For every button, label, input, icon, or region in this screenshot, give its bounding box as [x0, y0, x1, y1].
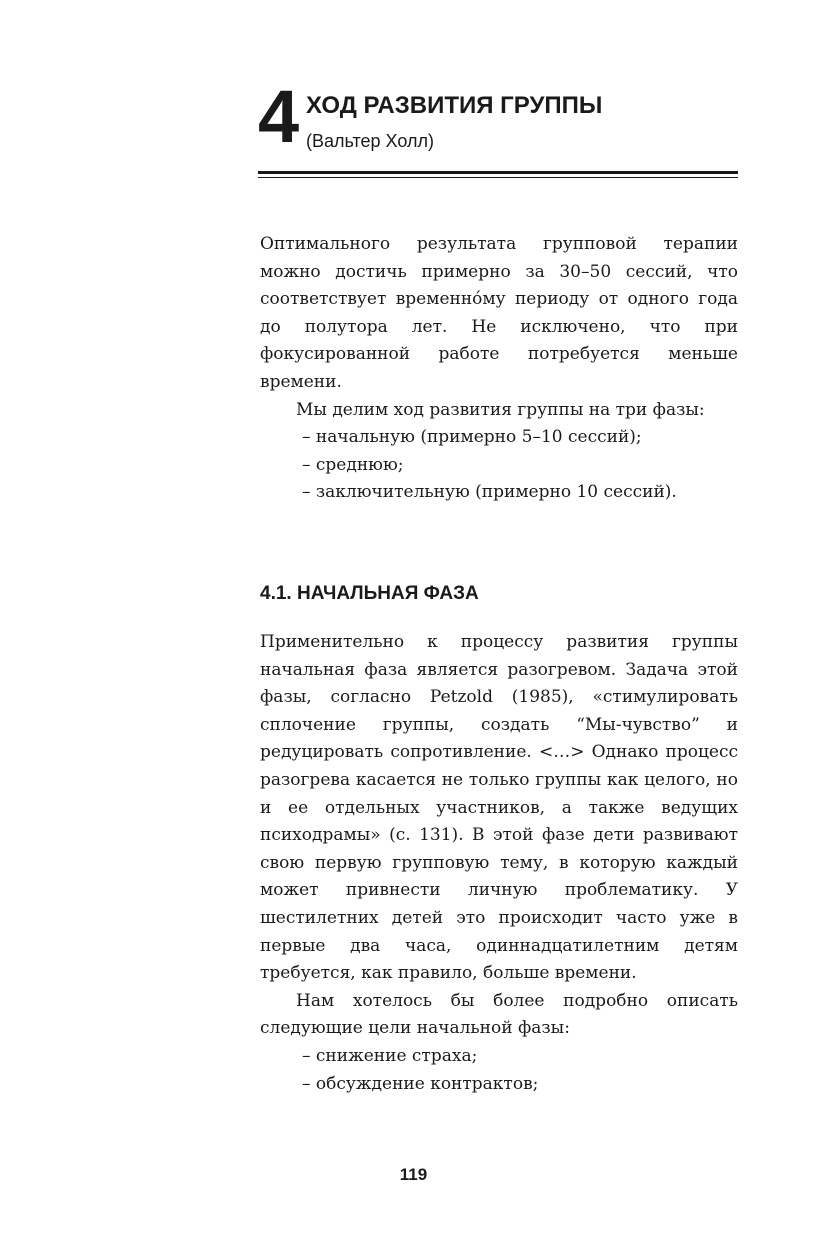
- section-text: [260, 629, 738, 1098]
- chapter-title: ХОД РАЗВИТИЯ ГРУППЫ: [306, 92, 603, 119]
- heading-rule-thin: [258, 177, 738, 178]
- goal-list-item: – обсуждение контрактов;: [302, 1073, 539, 1094]
- heading-rule-thick: [258, 171, 738, 174]
- chapter-number: 4: [258, 75, 298, 158]
- phase-list-item: – заключительную (примерно 10 сессий).: [302, 482, 677, 503]
- section-paragraph-1: Применительно к процессу развития группы начальная фаза является разогревом. Задача этой фазы, согласно Petzold (1985), «стимулировать сплочение группы, создать “Мы-чувство” и редуцировать сопротивление. <…> Однако процесс разогрева касается не только группы как целого, но и ее отдельных участников, а также ведущих психодрамы» (с. 131). В этой фазе дети развивают свою первую групповую тему, в которую каждый может привнести личную проблематику. У шестилетних детей это происходит часто уже в первые два часа, одиннадцатилетним детям требуется, как правило, больше времени.: [260, 632, 738, 984]
- phase-list-item: – среднюю;: [302, 454, 404, 475]
- intro-text: [260, 231, 738, 507]
- page-number: 119: [399, 1165, 428, 1184]
- section-title: 4.1. НАЧАЛЬНАЯ ФАЗА: [260, 583, 479, 604]
- intro-paragraph-2: Мы делим ход развития группы на три фазы:: [296, 399, 705, 420]
- goal-list-item: – снижение страха;: [302, 1045, 478, 1066]
- section-paragraph-2: Нам хотелось бы более подробно описать следующие цели начальной фазы:: [260, 990, 738, 1039]
- chapter-author: (Вальтер Холл): [306, 131, 434, 151]
- phase-list-item: – начальную (примерно 5–10 сессий);: [302, 427, 642, 448]
- intro-paragraph-1: Оптимального результата групповой терапии можно достичь примерно за 30–50 сессий, что соответствует временно́му периоду от одного года до полутора лет. Не исключено, что при фокусированной работе потребуется меньше времени.: [260, 234, 738, 392]
